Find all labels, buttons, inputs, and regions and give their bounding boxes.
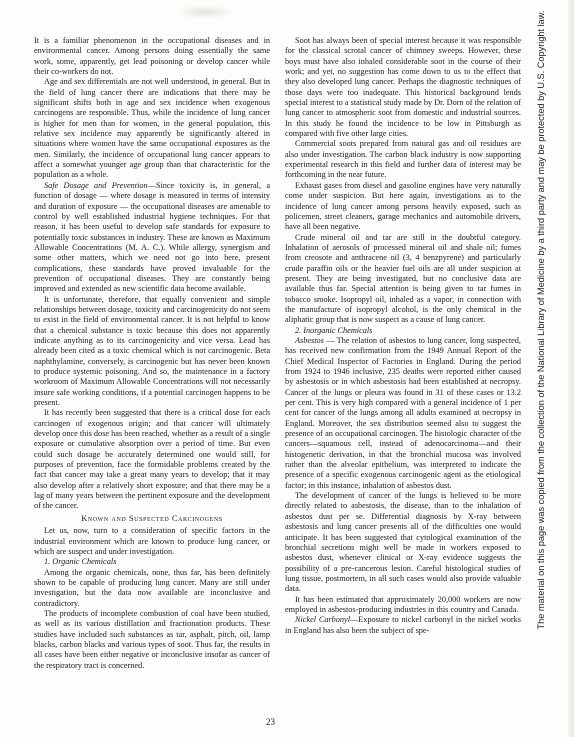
run-in-heading: Asbestos bbox=[295, 335, 324, 345]
scan-smudge bbox=[175, 5, 235, 19]
paragraph: Among the organic chemicals, none, thus far, has been definitely shown to be capable of producing lung cancer. Many are still under investigation, but the data now available are inconclusive and contradictory. bbox=[34, 567, 270, 608]
paragraph bbox=[285, 336, 521, 491]
paragraph: The products of incomplete combustion of coal have been studied, as well as its various distillation and fractionation products. These studies have included such substances as tar, asphalt, pitch, oil, lamp blacks, carbon blacks and various types of soot. Thus far, the results in all cases have been either negative or inconclusive insofar as cancer of the respiratory tract is concerned. bbox=[34, 608, 270, 670]
paragraph: It has been estimated that approximately 20,000 workers are now employed in asbestos-producing industries in this country and Canada. bbox=[285, 594, 521, 614]
paragraph bbox=[285, 615, 521, 636]
subsection-heading: 2. Inorganic Chemicals bbox=[295, 325, 373, 335]
left-column bbox=[34, 36, 270, 671]
paragraph-text: —Exposure to nickel carbonyl in the nickel works in England has also been the subject of spe- bbox=[285, 615, 521, 635]
paragraph: It has recently been suggested that there is a critical dose for each carcinogen of exogenous origin; and that cancer will ultimately develop once this dose has been reached, whether as a result of a single exposure or cumulative absorption over a period of time. But even could such dosage be accurately determined one would still, for purposes of prevention, face the formidable problems created by the fact that cancer may take a great many years to develop; that it may also develop after a relatively short exposure; and that there may be a lag of many years between the pertinent exposure and the development of the cancer. bbox=[34, 408, 270, 511]
paragraph: The development of cancer of the lungs is believed to be more directly related to asbestosis, the disease, than to the inhalation of asbestos dust per se. Differential diagnosis by X-ray between asbestosis and lung cancer presents all of the difficulties one would anticipate. It has been suggested that cytological examination of the bronchial secretions might well be made in workers exposed to asbestos dust, whenever clinical or X-ray evidence suggests the possibility of a pre-cancerous lesion. Careful histological studies of lung tissue, postmortem, in all such cases would also provide valuable data. bbox=[285, 491, 521, 594]
paragraph: It is a familiar phenomenon in the occupational diseases and in environmental cancer. Among persons doing essentially the same work, some, apparently, get lead poisoning or develop cancer while their co-workers do not. bbox=[34, 36, 270, 77]
subsection-heading: 1. Organic Chemicals bbox=[44, 557, 117, 567]
right-column bbox=[285, 36, 521, 636]
paragraph bbox=[34, 181, 270, 295]
paragraph-text: — The relation of asbestos to lung cancer, long suspected, has received new confirmation from the 1949 Annual Report of the Chief Medical Inspector of Factories in England. During the period from 1924 to 1946 inclusive, 235 deaths were reported either caused by asbestosis or in which asbestosis had been established at necropsy. Cancer of the lungs or pleura was found in 31 of these cases or 13.2 per cent. This is very high compared with a general incidence of 1 per cent for cancer of the lungs among all adults examined at necropsy in England. Moreover, the sex distribution seemed also to suggest the presence of an occupational carcinogen. The histologic character of the cancers—squamous cell, instead of adenocarcinoma—and their histogenetic derivation, in that the bronchial mucosa was involved rather than the alveolar epithelium, was interpreted to indicate the presence of a specific exogenous carcinogenic agent as the etiological factor; in this instance, inhalation of asbestos dust. bbox=[285, 335, 521, 490]
copyright-notice bbox=[534, 10, 548, 630]
page-edge bbox=[568, 0, 574, 737]
paragraph: Commercial soots prepared from natural gas and oil residues are also under investigation. The carbon black industry is now supporting experimental research in this field and further data of interest may be forthcoming in the near future. bbox=[285, 139, 521, 180]
run-in-heading: Safe Dosage and Prevention bbox=[44, 180, 148, 190]
page-number: 23 bbox=[266, 717, 275, 727]
paragraph-text: —Since toxicity is, in general, a function of dosage — where dosage is measured in terms of intensity and duration of exposure — the occupational diseases are amenable to control by well established industrial hygiene techniques. For that reason, it has been useful to develop safe standards for exposure to potentially toxic substances in industry. These are known as Maximum Allowable Concentrations (M. A. C.). While allergy, synergism and some other matters, which we need not go into here, present complications, these standards have proved invaluable for the prevention of occupational diseases. They are constantly being improved and extended as new scientific data become available. bbox=[34, 180, 270, 294]
run-in-heading: Nickel Carbonyl bbox=[295, 615, 350, 625]
copyright-notice-text: The material on this page was copied from the collection of the National Library of Medicine by a third party and may be protected by U.S. Copyright law. bbox=[536, 10, 546, 630]
paragraph: Exhaust gases from diesel and gasoline engines have very naturally come under suspicion. But here again, investigations as to the incidence of lung cancer among persons heavily exposed, such as policemen, street cleaners, garage mechanics and automobile drivers, have all been negative. bbox=[285, 180, 521, 232]
paragraph: It is unfortunate, therefore, that equally convenient and simple relationships between dosage, toxicity and carcinogenicity do not seem to exist in the field of environmental cancer. It is not helpful to know that a chemical substance is toxic because this does not apparently indicate anything as to its carcinogenicity and vice versa. Lead has already been cited as a toxic chemical which is not carcinogenic. Beta naphthylamine, conversely, is carcinogenic but has never been known to produce systemic poisoning. And so, the maintenance in a factory workroom of Maximum Allowable Concentrations will not necessarily insure safe working conditions, if a potential carcinogen happens to be present. bbox=[34, 294, 270, 408]
paragraph: Let us, now, turn to a consideration of specific factors in the industrial environment which are known to produce lung cancer, or which are suspect and under investigation. bbox=[34, 526, 270, 556]
section-heading: Known and Suspected Carcinogens bbox=[81, 513, 223, 523]
paragraph: Age and sex differentials are not well understood, in general. But in the field of lung cancer there are indications that there may be significant shifts both in age and sex incidence when exogenous carcinogens are responsible. Thus, while the incidence of lung cancer is higher for men than for women, in the general population, this relative sex incidence may apparently be significantly altered in situations where women have the same occupational exposures as the men. Similarly, the incidence of occupational lung cancer appears to affect a somewhat younger age group than that characteristic for the population as a whole. bbox=[34, 77, 270, 180]
paragraph: Crude mineral oil and tar are still in the doubtful category. Inhalation of aerosols of processed mineral oil and shale oil; fumes from creosote and anthracene oil (3, 4 benzpyrene) and particularly crude paraffin oils or the heavier fuel oils are all under suspicion at present. They are being investigated, but no conclusive data are available thus far. Special attention is being given to tar fumes in tobacco smoke. Isopropyl oil, inhaled as a vapor, in connection with the manufacture of isopropyl alcohol, is the only chemical in the aliphatic group that is now suspect as a cause of lung cancer. bbox=[285, 232, 521, 325]
paragraph: Soot has always been of special interest because it was responsible for the classical scrotal cancer of chimney sweeps. However, these boys must have also inhaled considerable soot in the course of their work; and yet, no suggestion has come down to us to the effect that they also developed lung cancer. Perhaps the diagnostic techniques of those days were too inadequate. This historical background lends special interest to a statistical study made by Dr. Dorn of the relation of lung cancer to atmospheric soot from domestic and industrial sources. In this study he found the incidence to be low in Pittsburgh as compared with five other large cities. bbox=[285, 36, 521, 139]
